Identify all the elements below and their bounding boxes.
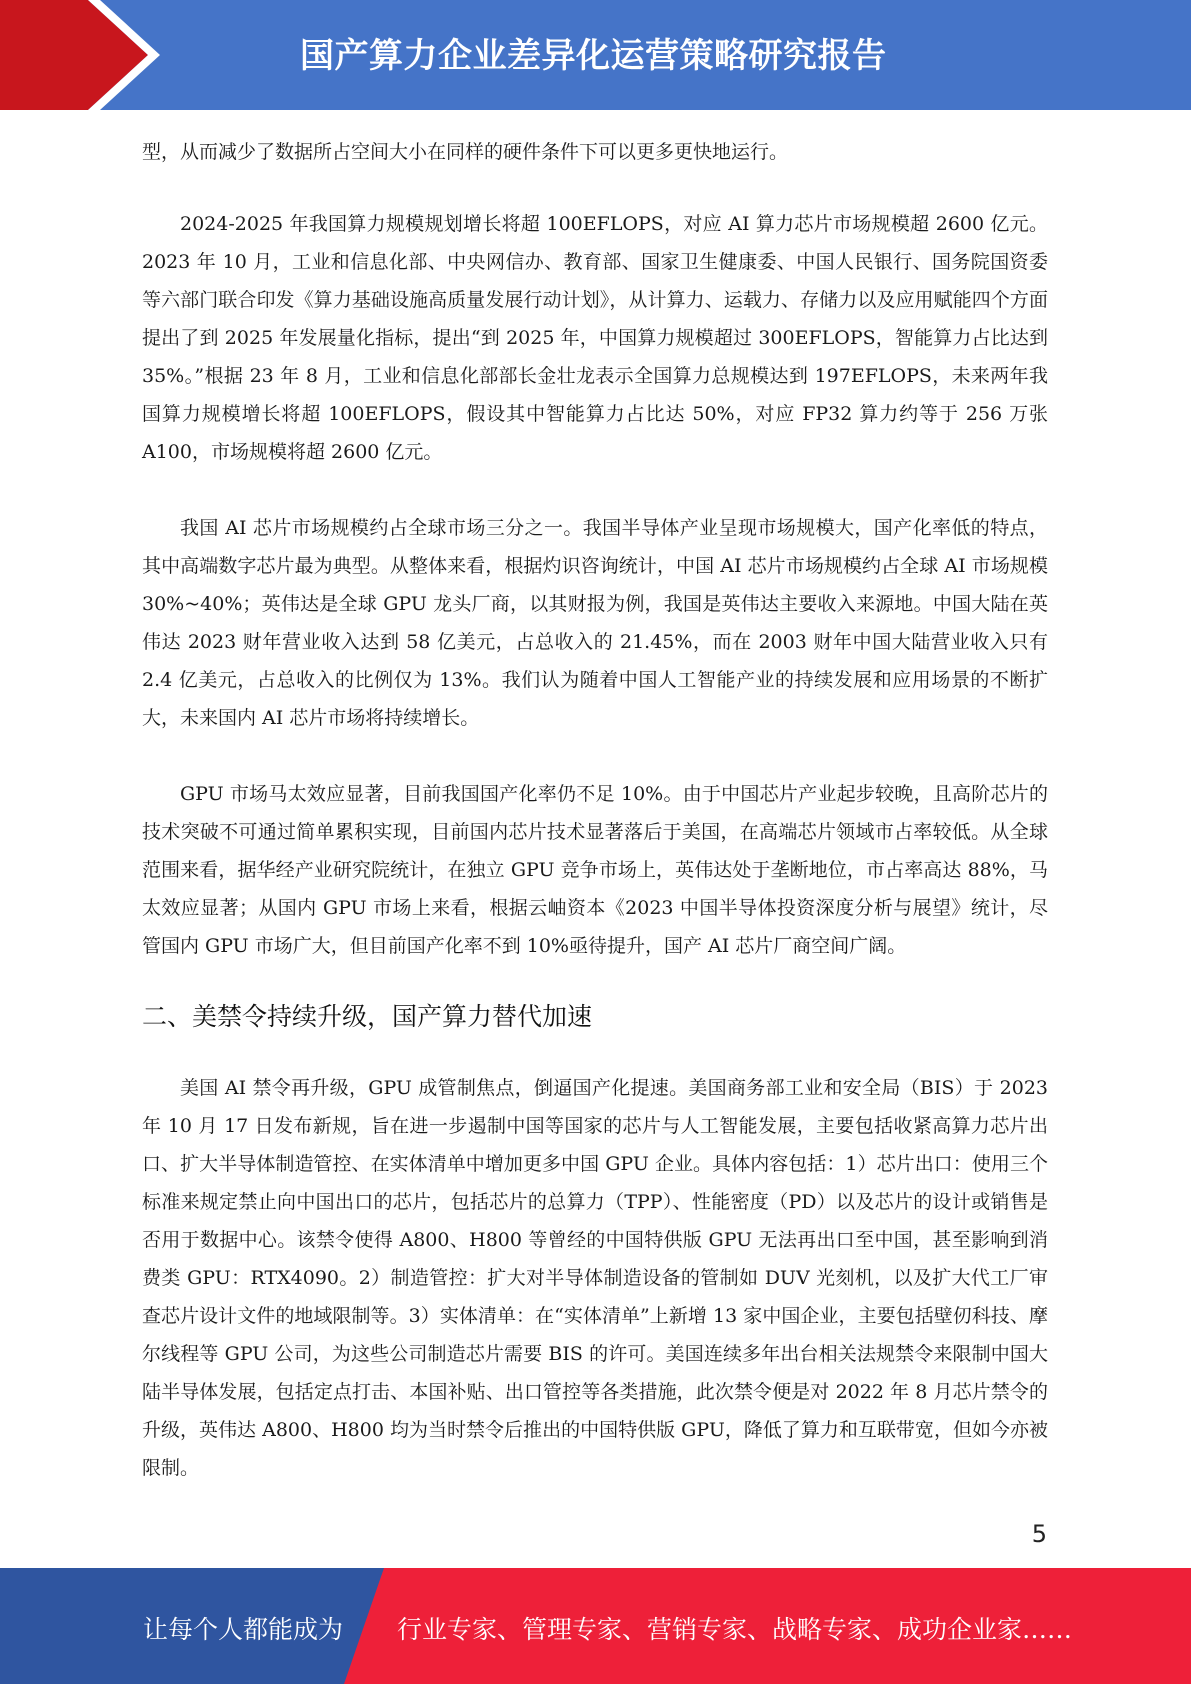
paragraph-compute-scale: 2024-2025 年我国算力规模规划增长将超 100EFLOPS，对应 AI 算力芯片市场规模超 2600 亿元。2023 年 10 月，工业和信息化部、中央网信办、教育部、国家卫生健康委、中国人民银行、国务院国资委等六部门联合印发《算力基础设施高质量发展行动计划》，从计算力、运载力、存储力以及应用赋能四个方面提出了到 2025 年发展量化指标，提出“到 2025 年，中国算力规模超过 300EFLOPS，智能算力占比达到 35%。”根据 23 年 8 月，工业和信息化部部长金壮龙表示全国算力总规模达到 197EFLOPS，未来两年我国算力规模增长将超 100EFLOPS，假设其中智能算力占比达 50%，对应 FP32 算力约等于 256 万张 A100，市场规模将超 2600 亿元。: [142, 213, 1048, 463]
paragraph-continuation: 型，从而减少了数据所占空间大小在同样的硬件条件下可以更多更快地运行。: [142, 141, 789, 163]
section-heading: 二、美禁令持续升级，国产算力替代加速: [142, 1002, 593, 1031]
paragraph-gpu-market: GPU 市场马太效应显著，目前我国国产化率仍不足 10%。由于中国芯片产业起步较晚，且高阶芯片的技术突破不可通过简单累积实现，目前国内芯片技术显著落后于美国，在高端芯片领域市占率较低。从全球范围来看，据华经产业研究院统计，在独立 GPU 竞争市场上，英伟达处于垄断地位，市占率高达 88%，马太效应显著；从国内 GPU 市场上来看，根据云岫资本《2023 中国半导体投资深度分析与展望》统计，尽管国内 GPU 市场广大，但目前国产化率不到 10%亟待提升，国产 AI 芯片厂商空间广阔。: [142, 783, 1048, 957]
page-number: 5: [1031, 1520, 1047, 1548]
paragraph-ai-chip-market: 我国 AI 芯片市场规模约占全球市场三分之一。我国半导体产业呈现市场规模大，国产化率低的特点，其中高端数字芯片最为典型。从整体来看，根据灼识咨询统计，中国 AI 芯片市场规模约占全球 AI 市场规模 30%~40%；英伟达是全球 GPU 龙头厂商，以其财报为例，我国是英伟达主要收入来源地。中国大陆在英伟达 2023 财年营业收入达到 58 亿美元，占总收入的 21.45%，而在 2003 财年中国大陆营业收入只有 2.4 亿美元，占总收入的比例仅为 13%。我们认为随着中国人工智能产业的持续发展和应用场景的不断扩大，未来国内 AI 芯片市场将持续增长。: [142, 517, 1048, 729]
footer-band: [0, 1568, 1191, 1684]
main-content: [142, 133, 1048, 1525]
document-title: 国产算力企业差异化运营策略研究报告: [300, 36, 887, 76]
footer-slogan-left: 让每个人都能成为: [143, 1615, 344, 1644]
paragraph-us-ban: 美国 AI 禁令再升级，GPU 成管制焦点，倒逼国产化提速。美国商务部工业和安全局（BIS）于 2023 年 10 月 17 日发布新规，旨在进一步遏制中国等国家的芯片与人工智能发展，主要包括收紧高算力芯片出口、扩大半导体制造管控、在实体清单中增加更多中国 GPU 企业。具体内容包括：1）芯片出口：使用三个标准来规定禁止向中国出口的芯片，包括芯片的总算力（TPP）、性能密度（PD）以及芯片的设计或销售是否用于数据中心。该禁令使得 A800、H800 等曾经的中国特供版 GPU 无法再出口至中国，甚至影响到消费类 GPU：RTX4090。2）制造管控：扩大对半导体制造设备的管制如 DUV 光刻机，以及扩大代工厂审查芯片设计文件的地域限制等。3）实体清单：在“实体清单”上新增 13 家中国企业，主要包括壁仞科技、摩尔线程等 GPU 公司，为这些公司制造芯片需要 BIS 的许可。美国连续多年出台相关法规禁令来限制中国大陆半导体发展，包括定点打击、本国补贴、出口管控等各类措施，此次禁令便是对 2022 年 8 月芯片禁令的升级，英伟达 A800、H800 均为当时禁令后推出的中国特供版 GPU，降低了算力和互联带宽，但如今亦被限制。: [142, 1077, 1048, 1479]
footer-slogan-right: 行业专家、管理专家、营销专家、战略专家、成功企业家……: [397, 1615, 1073, 1644]
header-arrow-icon: [0, 0, 160, 110]
header-band: [0, 0, 1191, 110]
